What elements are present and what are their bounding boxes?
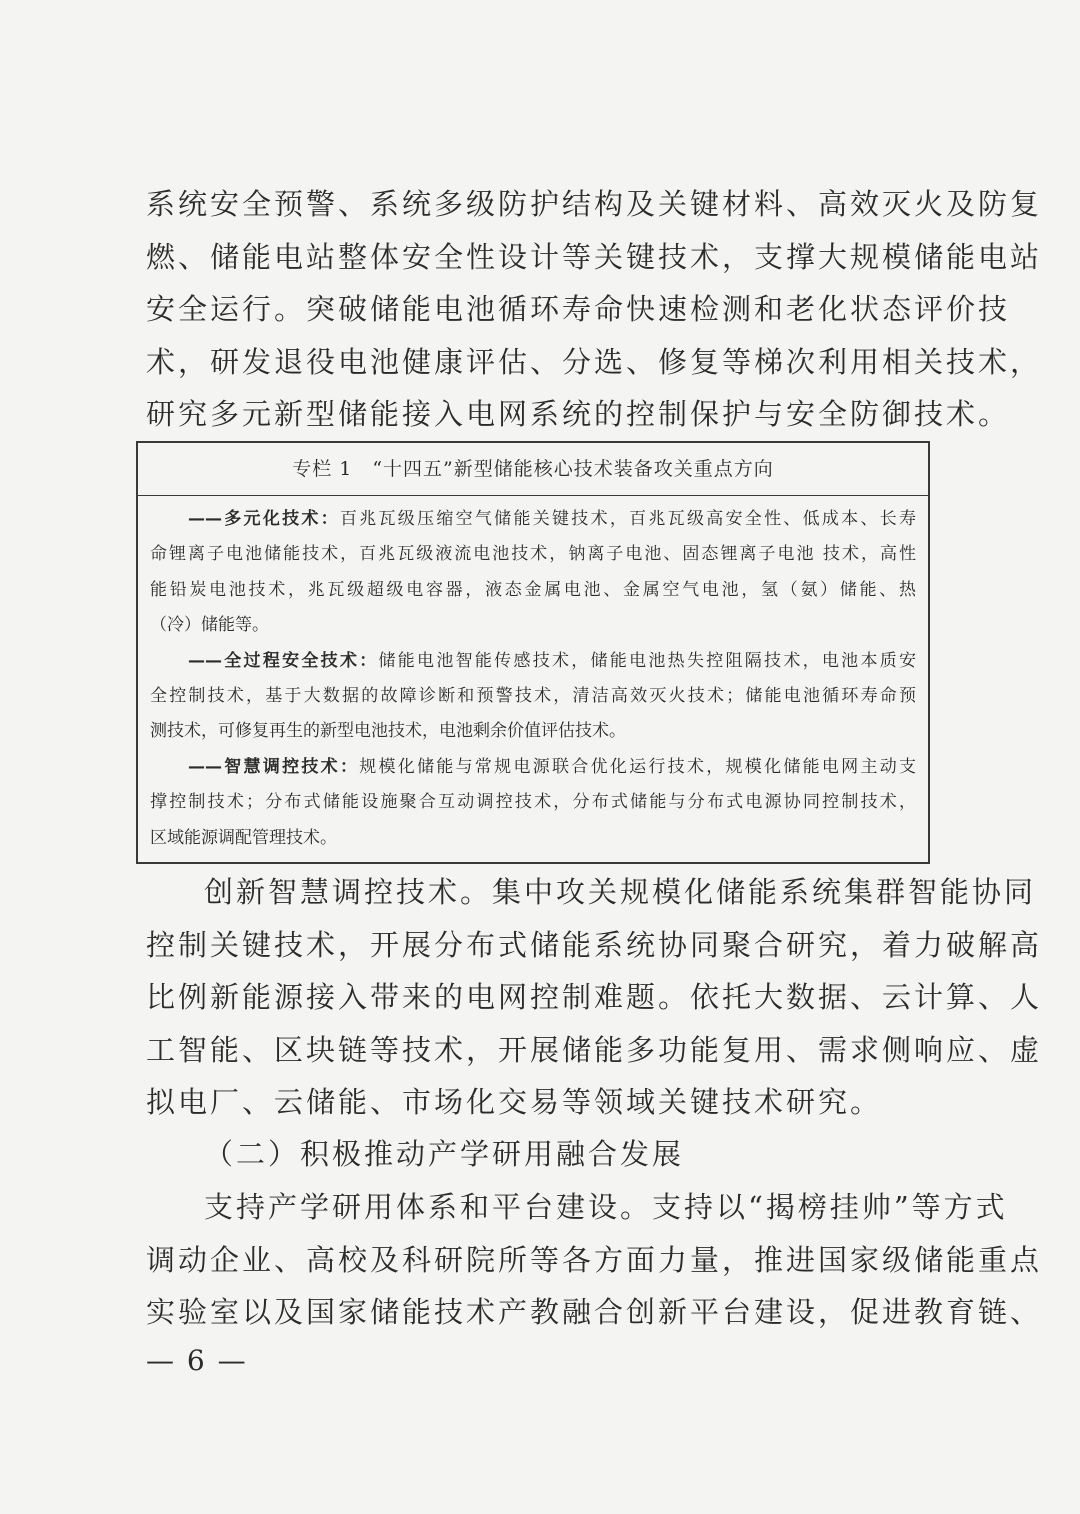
text-line: 创新智慧调控技术。集中攻关规模化储能系统集群智能协同	[204, 875, 1037, 909]
box-item-heading: ——多元化技术：	[188, 509, 340, 529]
text-line: 拟电厂、云储能、市场化交易等领域关键技术研究。	[146, 1085, 883, 1120]
box-item-line: 全控制技术，基于大数据的故障诊断和预警技术，清洁高效灭火技术；储能电池循环寿命预	[150, 686, 916, 707]
text-line: 实验室以及国家储能技术产教融合创新平台建设，促进教育链、	[146, 1295, 1043, 1330]
text-line: 系统安全预警、系统多级防护结构及关键材料、高效灭火及防复	[146, 187, 1043, 221]
text-line: 研究多元新型储能接入电网系统的控制保护与安全防御技术。	[146, 397, 1011, 432]
section-heading-text: （二）积极推动产学研用融合发展	[204, 1137, 685, 1171]
text-line: 控制关键技术，开展分布式储能系统协同聚合研究，着力破解高	[146, 927, 1043, 962]
page-number: — 6 —	[146, 1344, 248, 1377]
box-item-first-line	[150, 644, 916, 679]
box-item-first-line	[150, 750, 916, 785]
text-line: 支持产学研用体系和平台建设。支持以“揭榜挂帅”等方式	[204, 1190, 1008, 1224]
text-line: 安全运行。突破储能电池循环寿命快速检测和老化状态评价技	[146, 292, 1011, 327]
box-item-first-line	[150, 502, 916, 537]
text-line: 工智能、区块链等技术，开展储能多功能复用、需求侧响应、虚	[146, 1032, 1043, 1067]
box-item-line: 撑控制技术；分布式储能设施聚合互动调控技术，分布式储能与分布式电源协同控制技术，	[150, 792, 916, 813]
box-item-text: 储能电池智能传感技术，储能电池热失控阻隔技术，电池本质安	[378, 650, 916, 671]
text-line: 比例新能源接入带来的电网控制难题。依托大数据、云计算、人	[146, 980, 1043, 1015]
box-item-line: 区域能源调配管理技术。	[150, 827, 337, 848]
sidebar-box-title: 专栏 1 “十四五”新型储能核心技术装备攻关重点方向	[138, 443, 928, 496]
sidebar-box-body	[138, 496, 928, 856]
box-item-line: 能铅炭电池技术，兆瓦级超级电容器，液态金属电池、金属空气电池，氢（氨）储能、热	[150, 579, 916, 600]
box-item-heading: ——全过程安全技术：	[188, 650, 379, 671]
box-item-line: 测技术，可修复再生的新型电池技术，电池剩余价值评估技术。	[150, 721, 626, 742]
text-line: 术，研发退役电池健康评估、分选、修复等梯次利用相关技术，	[146, 344, 1043, 379]
top-paragraph	[146, 178, 1043, 441]
section-heading	[146, 1128, 926, 1181]
box-item-line: 命锂离子电池储能技术，百兆瓦级液流电池技术，钠离子电池、固态锂离子电池 技术，高性	[150, 544, 916, 565]
box-item-line: （冷）储能等。	[150, 615, 269, 636]
sidebar-box	[136, 441, 930, 864]
text-line: 燃、储能电站整体安全性设计等关键技术，支撑大规模储能电站	[146, 239, 1043, 274]
box-item-text: 百兆瓦级压缩空气储能关键技术，百兆瓦级高安全性、低成本、长寿	[339, 509, 917, 529]
text-line: 调动企业、高校及科研院所等各方面力量，推进国家级储能重点	[146, 1242, 1043, 1277]
middle-paragraph	[146, 866, 1043, 1129]
box-item-text: 规模化储能与常规电源联合优化运行技术，规模化储能电网主动支	[359, 756, 917, 777]
box-item-heading: ——智慧调控技术：	[188, 756, 360, 777]
bottom-paragraph	[146, 1181, 1043, 1339]
